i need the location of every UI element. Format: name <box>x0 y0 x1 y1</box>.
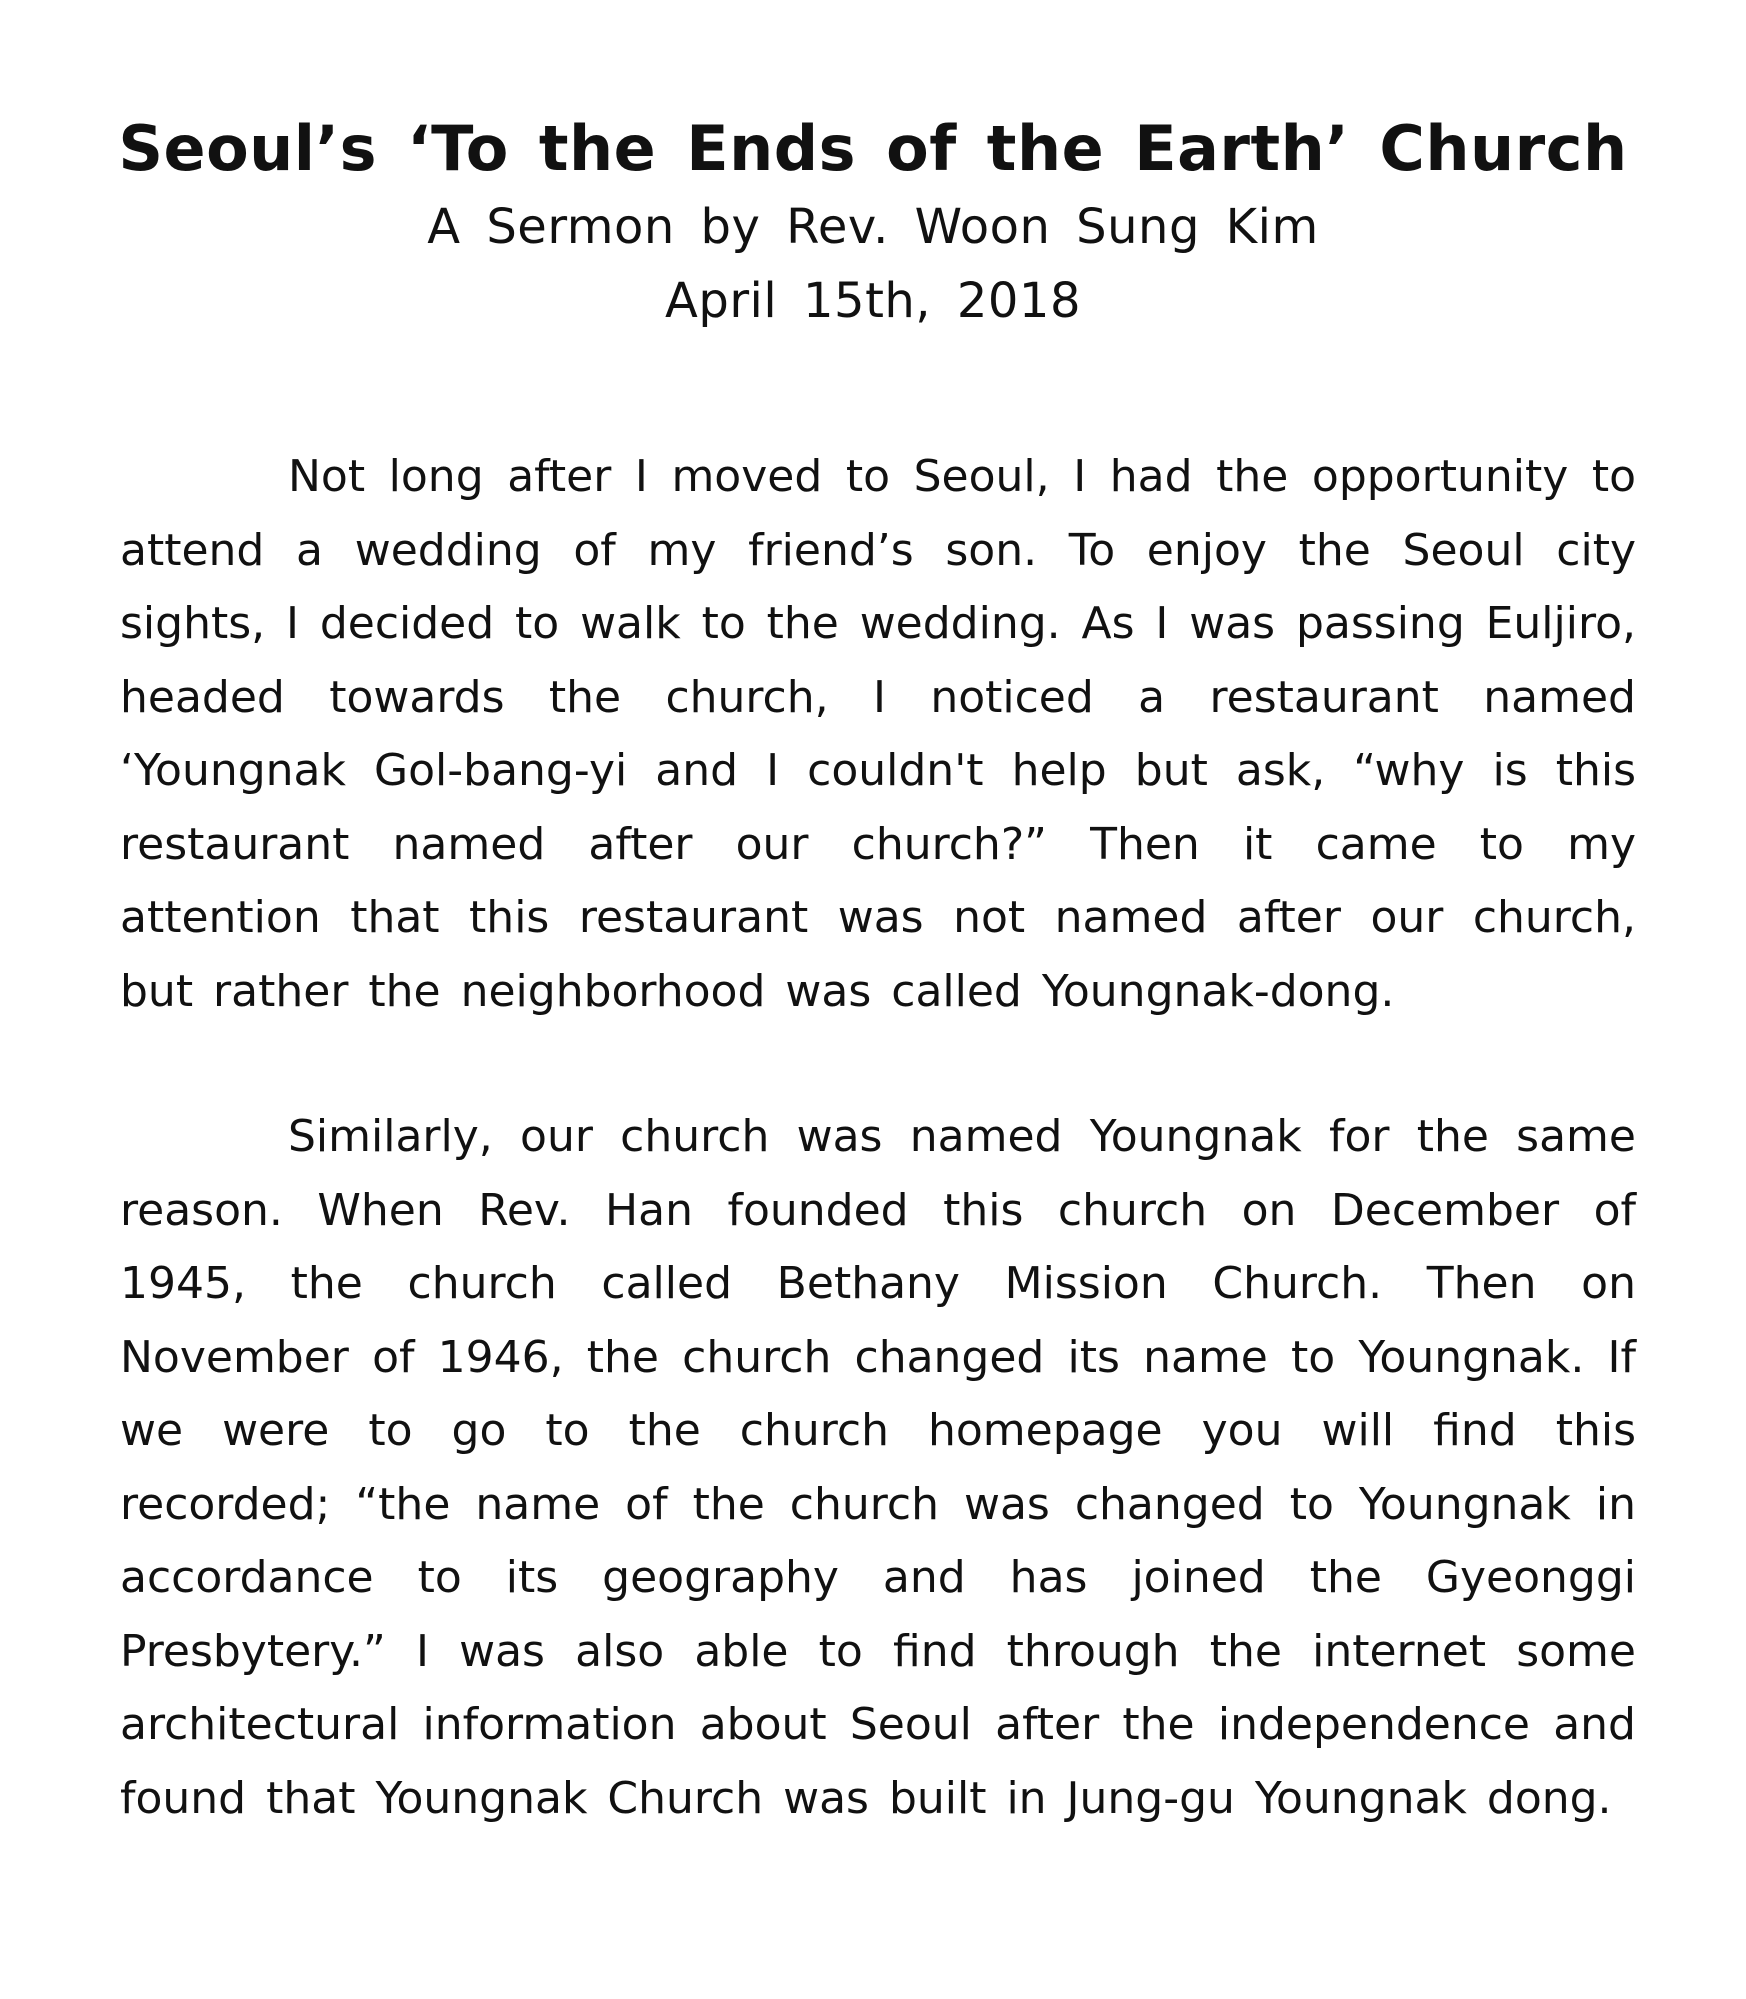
document-date: April 15th, 2018 <box>665 273 1081 329</box>
document-title: Seoul’s ‘To the Ends of the Earth’ Church <box>118 112 1628 185</box>
document-subtitle: A Sermon by Rev. Woon Sung Kim <box>427 199 1319 255</box>
paragraph-1-block <box>120 440 1636 1028</box>
document-header <box>0 108 1746 338</box>
paragraph-2: Similarly, our church was named Youngnak for the same reason. When Rev. Han founded this church on December of 1945, the church called Bethany Mission Church. Then on November of 1946, the church changed its name to Youngnak. If we were to go to the church homepage you will find this recorded; “the name of the church was changed to Youngnak in accordance to its geography and has joined the Gyeonggi Presbytery.” I was also able to find through the internet some architectural information about Seoul after the independence and found that Youngnak Church was built in Jung-gu Youngnak dong. <box>120 1111 1636 1824</box>
paragraph-2-block <box>120 1100 1636 1835</box>
paragraph-1: Not long after I moved to Seoul, I had the opportunity to attend a wedding of my friend’s son. To enjoy the Seoul city sights, I decided to walk to the wedding. As I was passing Euljiro, headed towards the church, I noticed a restaurant named ‘Youngnak Gol-bang-yi and I couldn't help but ask, “why is this restaurant named after our church?” Then it came to my attention that this restaurant was not named after our church, but rather the neighborhood was called Youngnak-dong. <box>120 451 1636 1017</box>
